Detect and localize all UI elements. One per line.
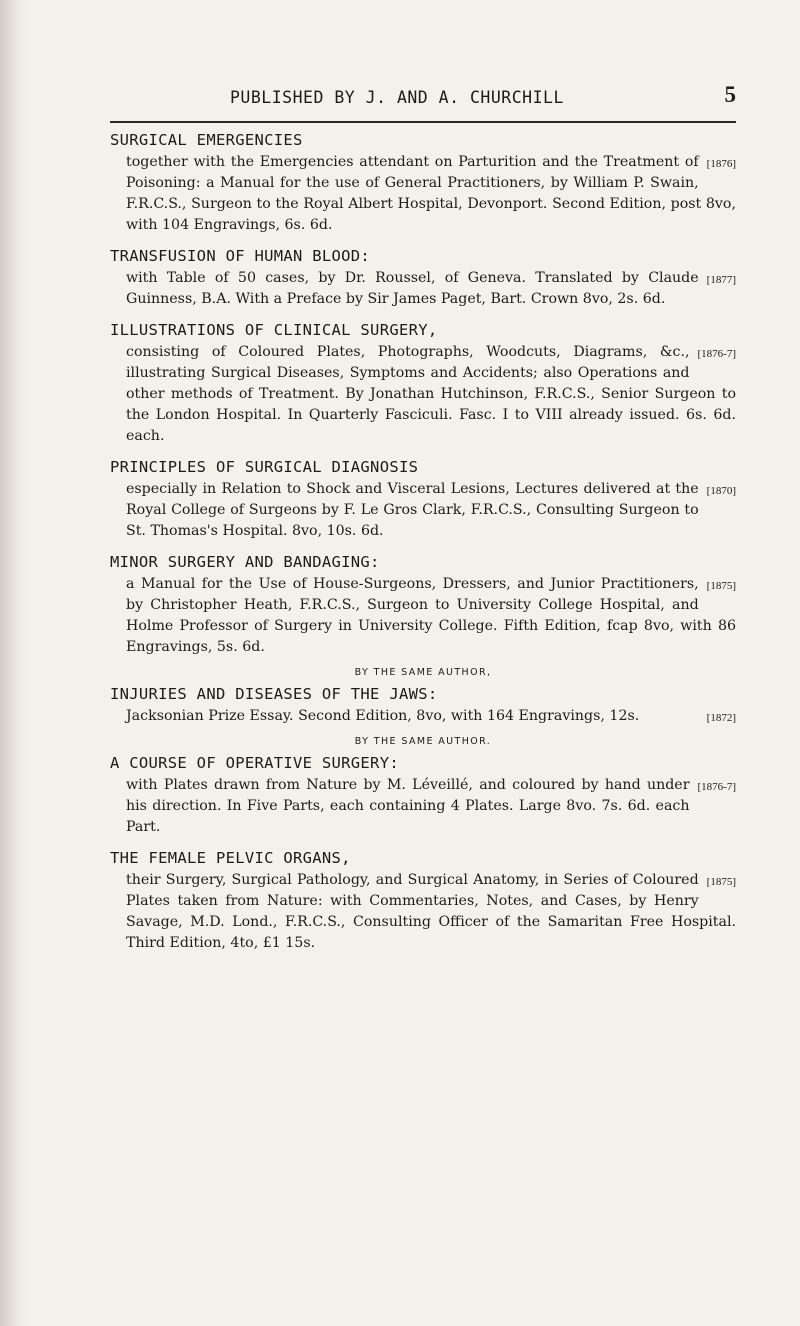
book-title: SURGICAL EMERGENCIES	[110, 131, 303, 149]
publication-year: [1875]	[706, 876, 736, 888]
book-title: TRANSFUSION OF HUMAN BLOOD:	[110, 247, 371, 265]
book-title: ILLUSTRATIONS OF CLINICAL SURGERY,	[110, 321, 438, 339]
book-title: PRINCIPLES OF SURGICAL DIAGNOSIS	[110, 458, 419, 476]
book-entry	[110, 733, 736, 838]
publication-year: [1876]	[706, 158, 736, 170]
page-spine-shadow	[0, 0, 26, 1326]
book-description: [1875] a Manual for the Use of House-Surgeons, Dressers, and Junior Practitioners, by Christopher Heath, F.R.C.S., Surgeon to University College Hospital, and Holme Professor of Surgery in University College. Fifth Edition, fcap 8vo, with 86 Engravings, 5s. 6d.	[126, 576, 736, 655]
book-description: [1876-7] with Plates drawn from Nature by M. Léveillé, and coloured by hand under his direction. In Five Parts, each containing 4 Plates. Large 8vo. 7s. 6d. each Part.	[126, 777, 736, 835]
book-description: [1877] with Table of 50 cases, by Dr. Roussel, of Geneva. Translated by Claude Guinness, B.A. With a Preface by Sir James Paget, Bart. Crown 8vo, 2s. 6d.	[126, 270, 736, 307]
publication-year: [1875]	[706, 580, 736, 592]
publication-year: [1876-7]	[697, 348, 736, 360]
page-number: 5	[724, 82, 736, 107]
book-description: [1875] their Surgery, Surgical Pathology, and Surgical Anatomy, in Series of Coloured Plates taken from Nature: with Commentaries, Notes, and Cases, by Henry Savage, M.D. Lond., F.R.C.S., Consulting Officer of the Samaritan Free Hospital. Third Edition, 4to, £1 15s.	[126, 872, 736, 951]
book-title: MINOR SURGERY AND BANDAGING:	[110, 553, 380, 571]
book-description: [1872] Jacksonian Prize Essay. Second Edition, 8vo, with 164 Engravings, 12s.	[126, 706, 736, 727]
publication-year: [1876-7]	[697, 781, 736, 793]
book-list	[110, 128, 736, 954]
book-entry	[110, 455, 736, 542]
publication-year: [1872]	[706, 712, 736, 724]
book-description: [1876-7] consisting of Coloured Plates, Photographs, Woodcuts, Diagrams, &c., illustrating Surgical Diseases, Symptoms and Accidents; also Operations and other methods of Treatment. By Jonathan Hutchinson, F.R.C.S., Senior Surgeon to the London Hospital. In Quarterly Fasciculi. Fasc. I to VIII already issued. 6s. 6d. each.	[126, 344, 736, 444]
book-entry	[110, 664, 736, 727]
same-author-note: BY THE SAME AUTHOR,	[354, 667, 492, 678]
book-title: INJURIES AND DISEASES OF THE JAWS:	[110, 685, 438, 703]
book-entry	[110, 128, 736, 236]
page-header	[110, 82, 790, 118]
book-entry	[110, 846, 736, 954]
header-rule	[110, 121, 736, 123]
book-entry	[110, 244, 736, 310]
book-title: THE FEMALE PELVIC ORGANS,	[110, 849, 351, 867]
book-description: [1870] especially in Relation to Shock and Visceral Lesions, Lectures delivered at the Royal College of Surgeons by F. Le Gros Clark, F.R.C.S., Consulting Surgeon to St. Thomas's Hospital. 8vo, 10s. 6d.	[126, 481, 736, 539]
running-head: PUBLISHED BY J. AND A. CHURCHILL	[230, 88, 564, 107]
book-title: A COURSE OF OPERATIVE SURGERY:	[110, 754, 399, 772]
book-description: [1876] together with the Emergencies attendant on Parturition and the Treatment of Poisoning: a Manual for the use of General Practitioners, by William P. Swain, F.R.C.S., Surgeon to the Royal Albert Hospital, Devonport. Second Edition, post 8vo, with 104 Engravings, 6s. 6d.	[126, 154, 736, 233]
book-entry	[110, 318, 736, 447]
book-entry	[110, 550, 736, 658]
publication-year: [1870]	[706, 485, 736, 497]
same-author-note: BY THE SAME AUTHOR.	[354, 736, 492, 747]
publication-year: [1877]	[706, 274, 736, 286]
